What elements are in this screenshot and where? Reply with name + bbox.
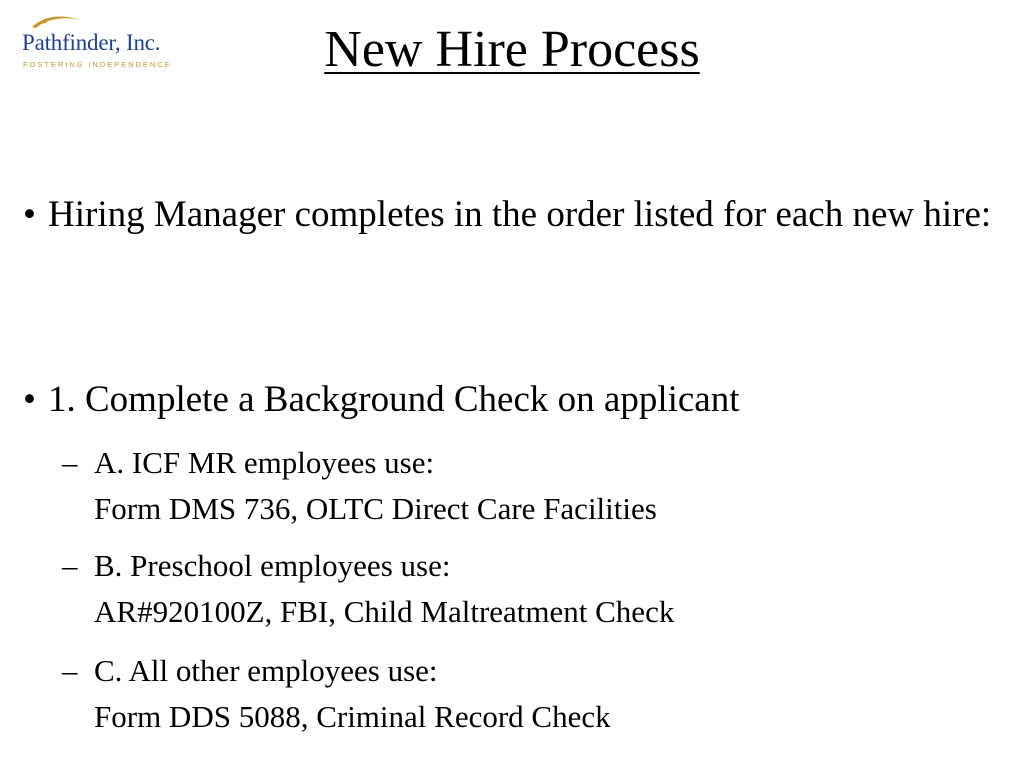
- subitem-text: [94, 440, 657, 532]
- bullet-marker: •: [23, 379, 36, 420]
- logo-tagline: FOSTERING INDEPENDENCE: [23, 60, 172, 69]
- subitem-line: C. All other employees use:: [94, 653, 438, 688]
- logo-company-name: Pathfinder, Inc.: [22, 30, 161, 55]
- bullet-line: each new hire:: [775, 194, 992, 235]
- slide-title: New Hire Process: [324, 21, 700, 78]
- subitem-marker: –: [62, 445, 78, 480]
- subitem-line: B. Preschool employees use:: [94, 548, 451, 583]
- bullet-line: 1. Complete a Background Check on applicant: [48, 379, 740, 420]
- subitem-line: Form DMS 736, OLTC Direct Care Facilities: [94, 491, 657, 526]
- subitem-text: [94, 543, 674, 635]
- subitem-marker: –: [62, 548, 78, 583]
- subitem-line: AR#920100Z, FBI, Child Maltreatment Check: [94, 594, 675, 629]
- subitem-marker: –: [62, 653, 78, 688]
- bullet-marker: •: [23, 194, 36, 235]
- subitem-line: A. ICF MR employees use:: [94, 445, 435, 480]
- bullet-text: [48, 191, 991, 238]
- bullet-text: [48, 376, 740, 423]
- bullet-line: Hiring Manager completes in the order listed for: [48, 194, 767, 235]
- subitem-line: Form DDS 5088, Criminal Record Check: [94, 699, 611, 734]
- subitem-text: [94, 648, 611, 740]
